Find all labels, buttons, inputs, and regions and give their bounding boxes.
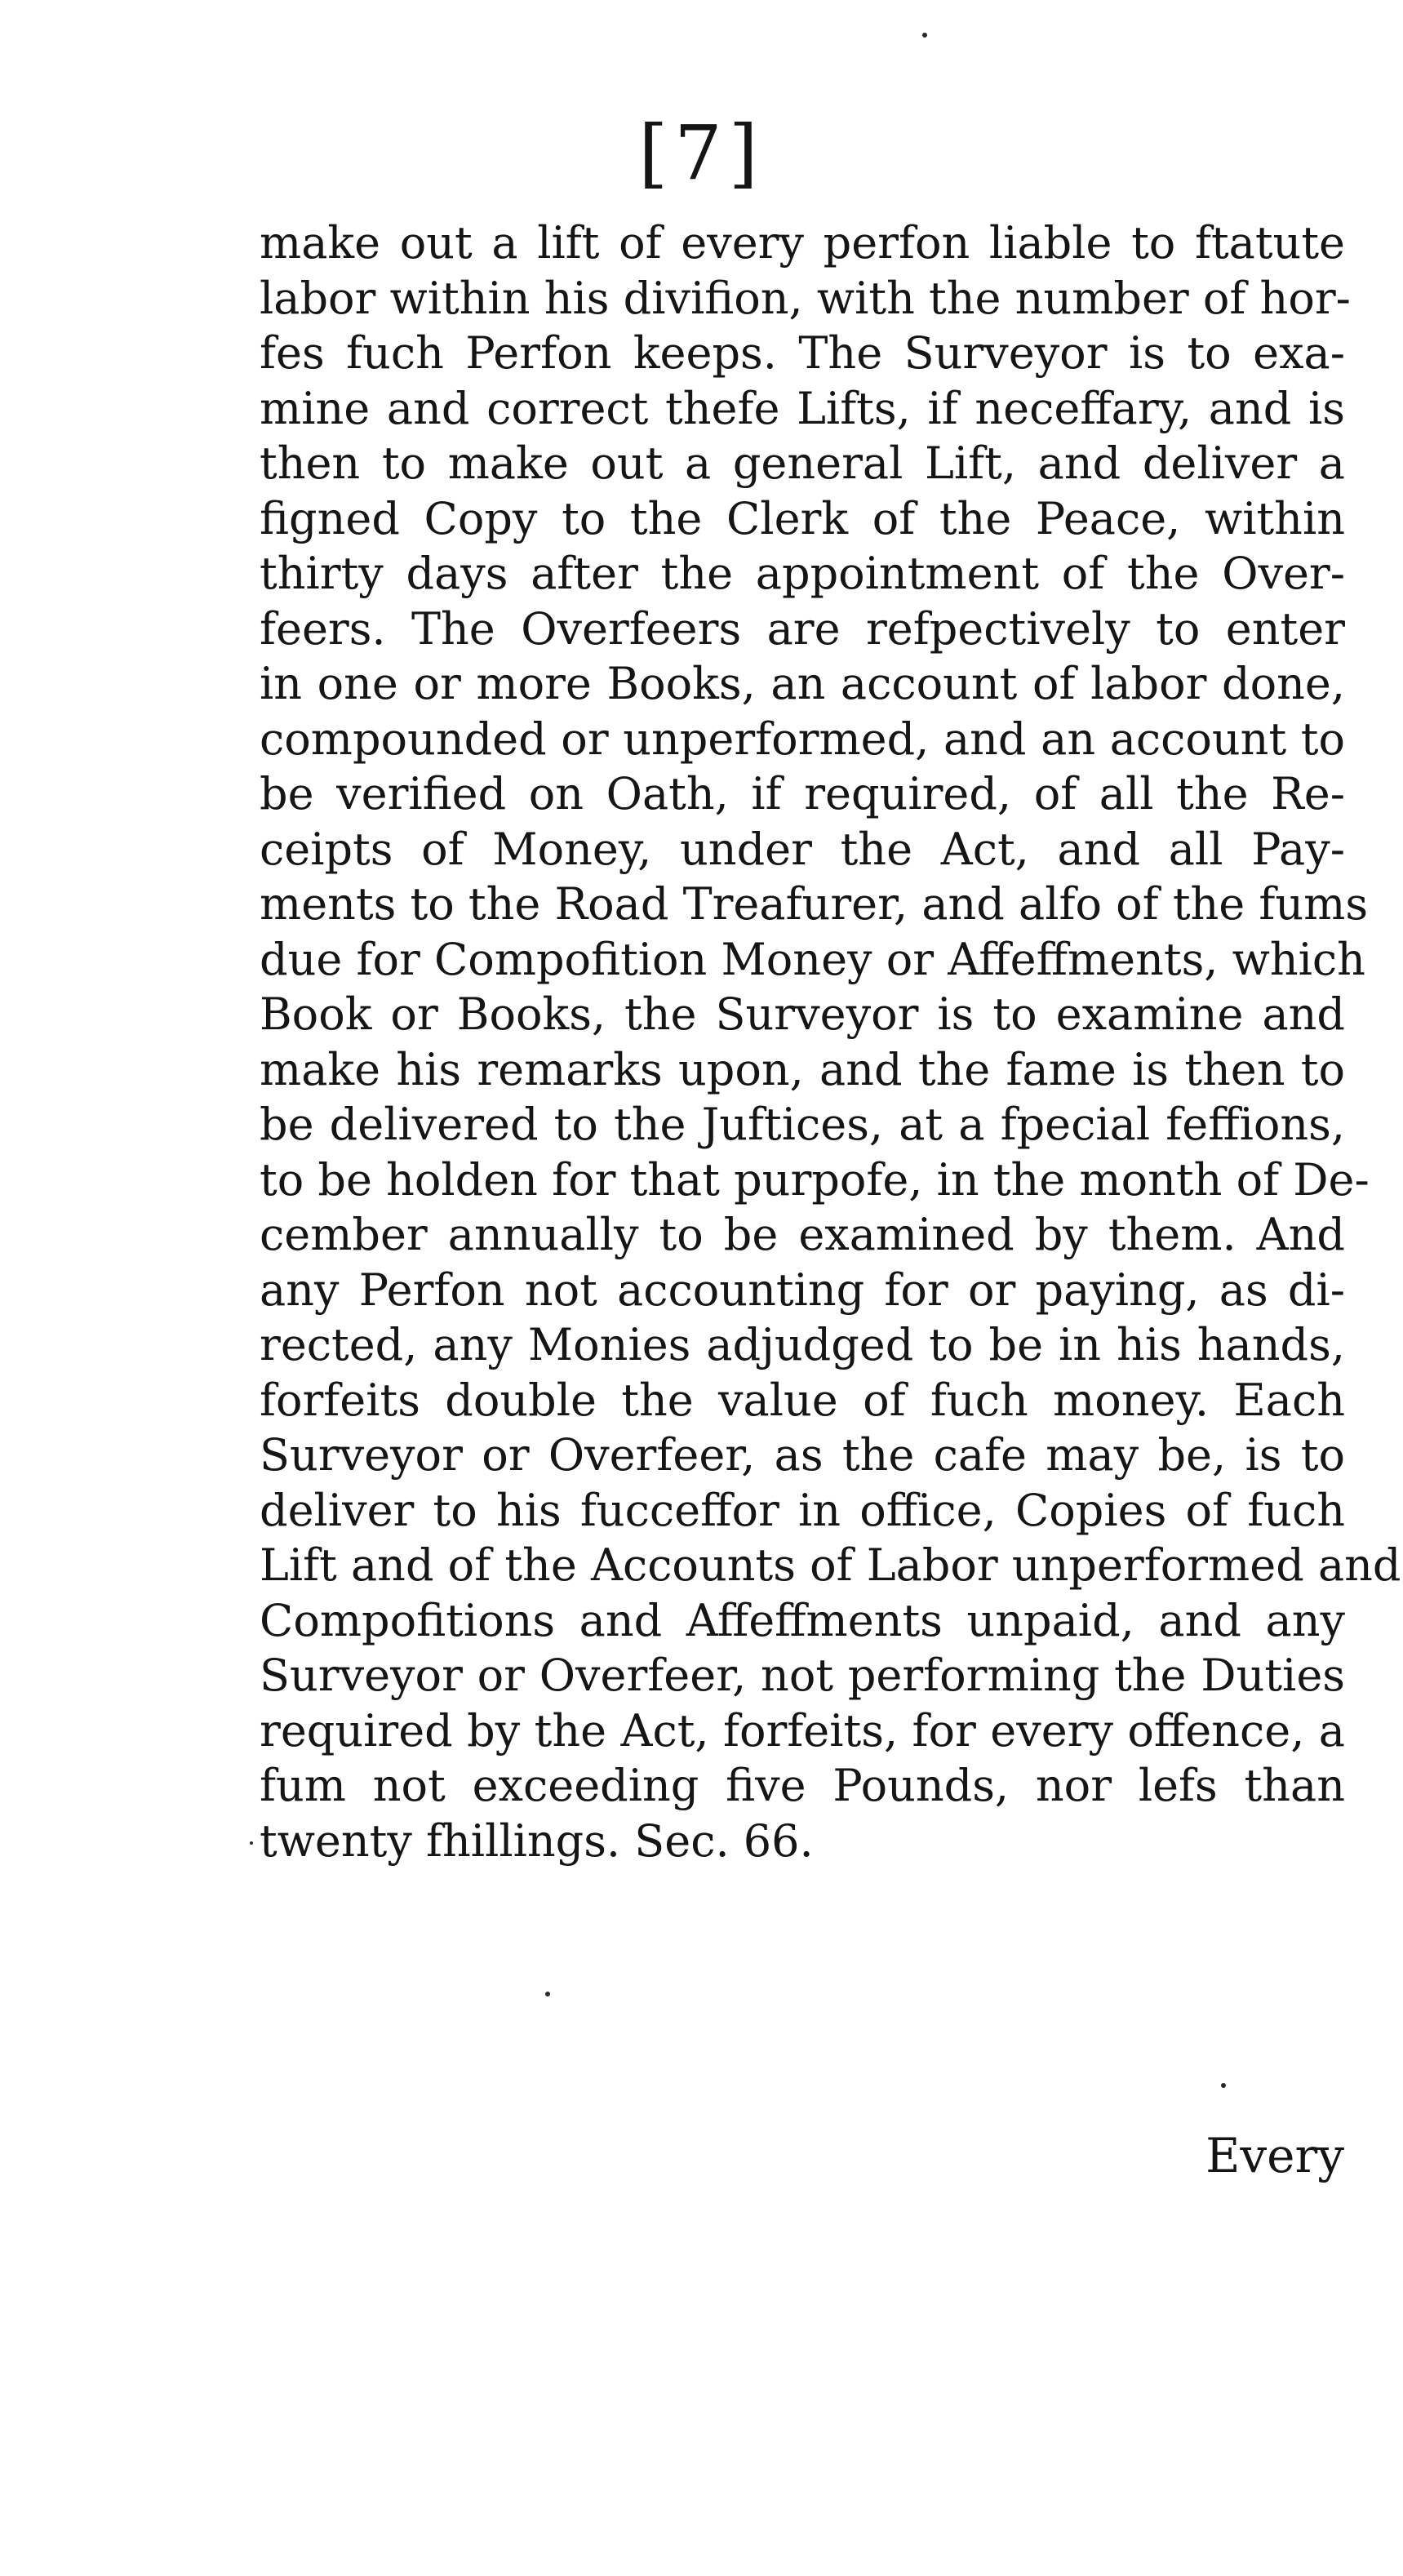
text-line: Surveyor or Overfeer, as the cafe may be, is to [260, 1429, 1345, 1481]
catchword: Every [1205, 2128, 1344, 2183]
text-line: any Perfon not accounting for or paying, as di- [260, 1264, 1345, 1316]
text-line: in one or more Books, an account of labor done, [260, 658, 1345, 709]
text-line: figned Copy to the Clerk of the Peace, within [260, 492, 1345, 544]
text-line: due for Compofition Money or Affeffments, which [260, 933, 1365, 985]
text-line: compounded or unperformed, and an account to [260, 713, 1345, 765]
text-line: forfeits double the value of fuch money. Each [260, 1374, 1345, 1426]
text-line-last: twenty fhillings. Sec. 66. [260, 1814, 814, 1867]
text-line: required by the Act, forfeits, for every offence, a [260, 1704, 1345, 1757]
ink-speck [545, 1992, 550, 1996]
text-line: to be holden for that purpofe, in the month of De- [260, 1153, 1370, 1206]
text-line: be verified on Oath, if required, of all the Re- [260, 768, 1345, 819]
text-line: deliver to his fucceffor in office, Copies of fuch [260, 1484, 1345, 1536]
text-line: be delivered to the Juftices, at a fpecial feffions, [260, 1099, 1345, 1150]
text-line: then to make out a general Lift, and deliver a [260, 437, 1345, 489]
ink-speck [1221, 2083, 1226, 2088]
text-line: Surveyor or Overfeer, not performing the Duties [260, 1650, 1345, 1701]
text-line: labor within his divifion, with the number of hor- [260, 272, 1351, 324]
ink-speck [922, 33, 927, 38]
text-line: fum not exceeding five Pounds, nor lefs than [260, 1760, 1345, 1811]
text-line: Compofitions and Affeffments unpaid, and any [260, 1594, 1345, 1646]
text-line: fes fuch Perfon keeps. The Surveyor is to exa- [260, 327, 1345, 379]
text-line: feers. The Overfeers are refpectively to enter [260, 602, 1345, 655]
text-line: ments to the Road Treafurer, and alfo of the fums [260, 878, 1369, 930]
ink-speck [250, 1841, 253, 1845]
text-line: Lift and of the Accounts of Labor unperformed and [260, 1539, 1401, 1591]
text-line: thirty days after the appointment of the Over- [260, 548, 1345, 599]
text-line: cember annually to be examined by them. And [260, 1209, 1345, 1260]
page-number: [7] [638, 109, 765, 197]
text-line: rected, any Monies adjudged to be in his hands, [260, 1319, 1345, 1370]
text-line: make out a lift of every perfon liable to ftatute [260, 217, 1345, 269]
text-line: make his remarks upon, and the fame is then to [260, 1043, 1345, 1095]
body-text [260, 215, 1401, 1868]
text-line: Book or Books, the Surveyor is to examine and [260, 988, 1345, 1040]
text-line: mine and correct thefe Lifts, if neceffary, and is [260, 382, 1345, 434]
text-line: ceipts of Money, under the Act, and all Pay- [260, 823, 1345, 875]
